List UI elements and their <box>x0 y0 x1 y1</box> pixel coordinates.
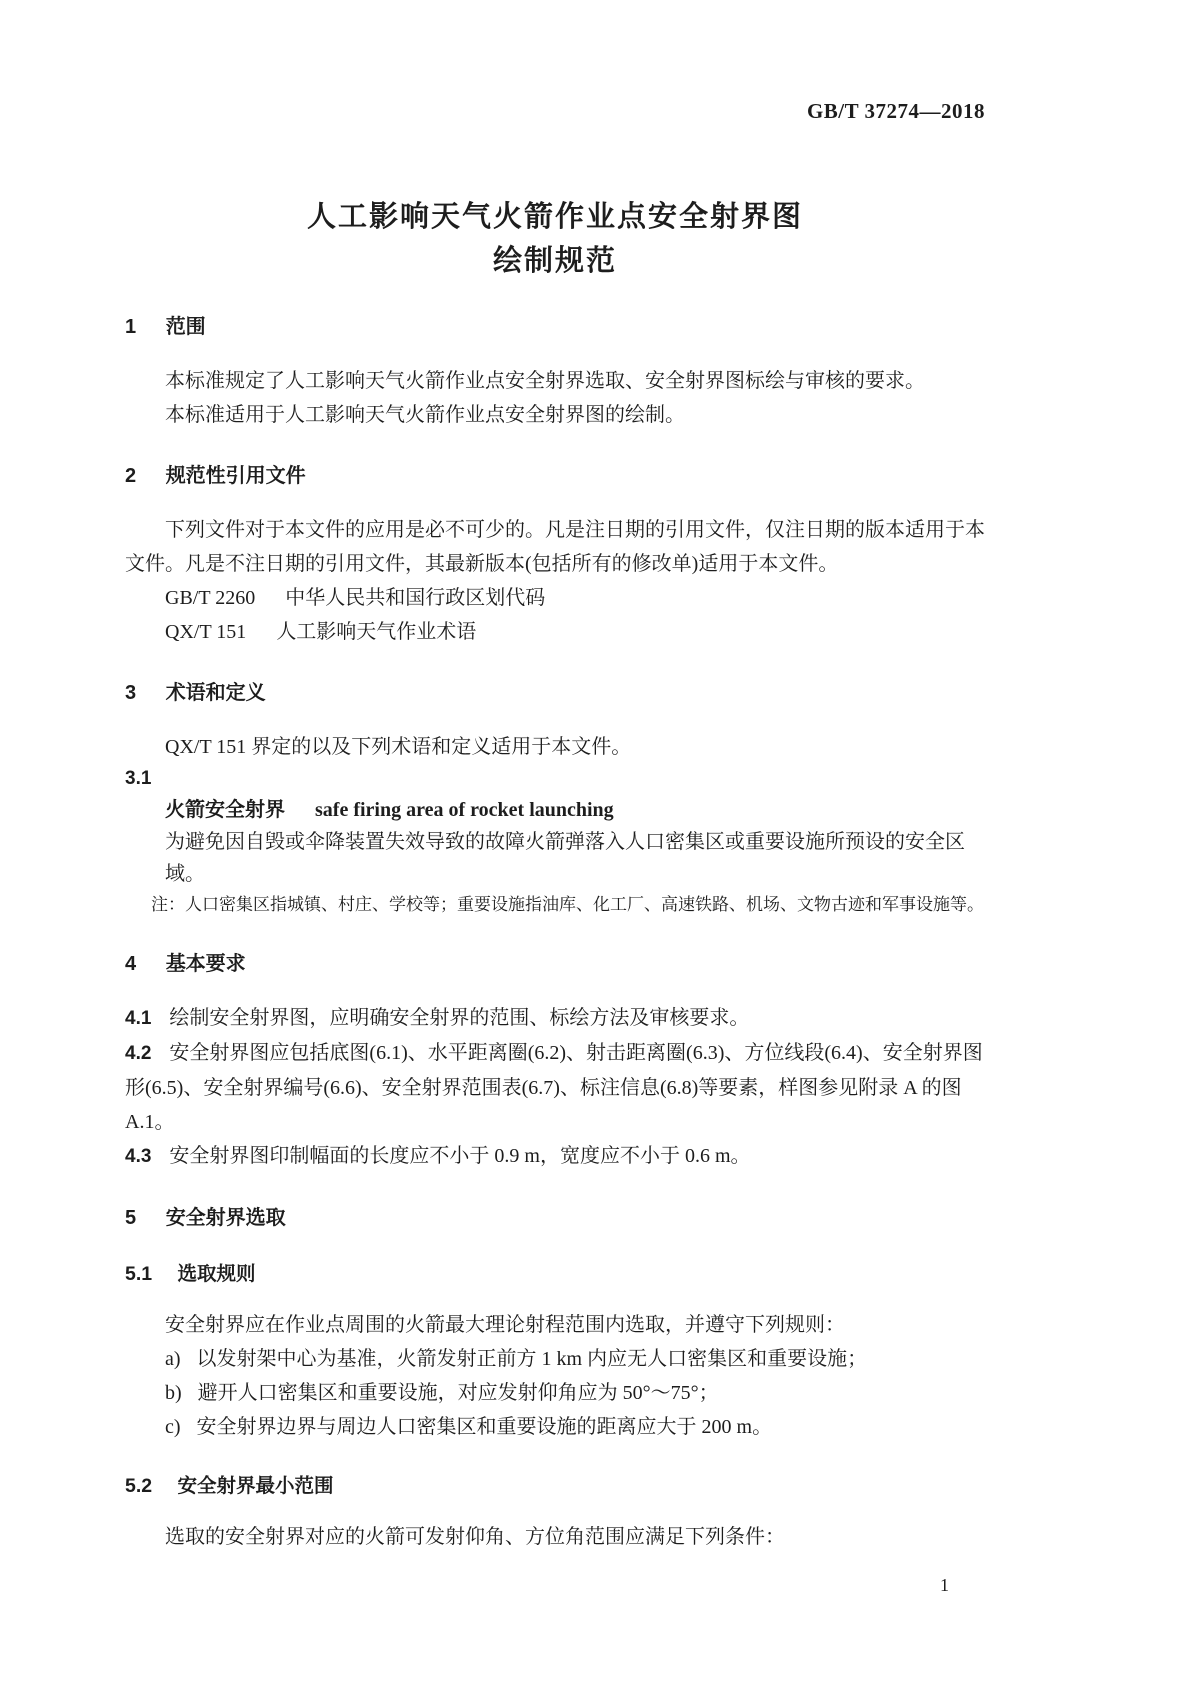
paragraph: 安全射界应在作业点周围的火箭最大理论射程范围内选取，并遵守下列规则： <box>165 1314 845 1336</box>
page-number: 1 <box>940 1575 949 1595</box>
subsection-title: 安全射界最小范围 <box>177 1475 334 1497</box>
section-number: 3 <box>125 682 137 704</box>
paragraph: 选取的安全射界对应的火箭可发射仰角、方位角范围应满足下列条件： <box>165 1526 785 1548</box>
reference-code: GB/T 2260 <box>165 587 256 609</box>
section-scope <box>125 313 985 432</box>
term-english: safe firing area of rocket launching <box>315 799 614 821</box>
title-line-1: 人工影响天气火箭作业点安全射界图 <box>306 201 803 233</box>
section-title: 基本要求 <box>165 953 246 975</box>
section-terms-definitions <box>125 679 985 920</box>
list-text: 避开人口密集区和重要设施，对应发射仰角应为 50°～75°； <box>197 1382 719 1404</box>
section-title: 术语和定义 <box>165 682 266 704</box>
section-1-heading <box>125 313 985 341</box>
list-item <box>125 1376 985 1410</box>
term-entry <box>125 794 985 826</box>
list-marker: b) <box>165 1382 182 1404</box>
section-4-heading <box>125 950 985 978</box>
section-number: 4 <box>125 953 137 975</box>
clause <box>125 1139 985 1174</box>
reference-title: 中华人民共和国行政区划代码 <box>285 587 546 609</box>
section-number: 2 <box>125 465 137 487</box>
section-number: 1 <box>125 316 137 338</box>
section-2-heading <box>125 462 985 490</box>
subsection-5-1-heading <box>125 1260 985 1288</box>
title-line-2: 绘制规范 <box>492 245 617 277</box>
term-note: 注：人口密集区指城镇、村庄、学校等；重要设施指油库、化工厂、高速铁路、机场、文物古迹和军事设施等。 <box>151 895 984 914</box>
list-item <box>125 1342 985 1376</box>
section-safe-firing-area-selection <box>125 1204 985 1554</box>
clause-text: 安全射界图应包括底图(6.1)、水平距离圈(6.2)、射击距离圈(6.3)、方位线段(6.4)、安全射界图形(6.5)、安全射界编号(6.6)、安全射界范围表(6.7)、标注信息(6.8)等要素，样图参见附录 A 的图 A.1。 <box>125 1042 983 1133</box>
document-title <box>125 195 985 283</box>
list-marker: a) <box>165 1348 181 1370</box>
reference-line <box>125 581 985 615</box>
section-title: 规范性引用文件 <box>165 465 306 487</box>
clause-number: 4.3 <box>125 1146 152 1167</box>
clause-text: 绘制安全射界图，应明确安全射界的范围、标绘方法及审核要求。 <box>169 1007 750 1029</box>
list-item <box>125 1410 985 1444</box>
list-text: 安全射界边界与周边人口密集区和重要设施的距离应大于 200 m。 <box>196 1416 773 1438</box>
section-title: 安全射界选取 <box>165 1207 286 1229</box>
clause-number: 4.1 <box>125 1008 152 1029</box>
section-number: 5 <box>125 1207 137 1229</box>
clause-number: 4.2 <box>125 1043 152 1064</box>
section-title: 范围 <box>165 316 206 338</box>
clause <box>125 1001 985 1036</box>
paragraph: QX/T 151 界定的以及下列术语和定义适用于本文件。 <box>165 736 632 758</box>
term-number: 3.1 <box>125 768 152 789</box>
paragraph: 本标准规定了人工影响天气火箭作业点安全射界选取、安全射界图标绘与审核的要求。 <box>165 370 925 392</box>
subsection-number: 5.2 <box>125 1475 153 1497</box>
page-content <box>125 0 985 1598</box>
paragraph: 下列文件对于本文件的应用是必不可少的。凡是注日期的引用文件，仅注日期的版本适用于本文件。凡是不注日期的引用文件，其最新版本(包括所有的修改单)适用于本文件。 <box>125 519 985 575</box>
subsection-5-2-heading <box>125 1472 985 1500</box>
paragraph: 本标准适用于人工影响天气火箭作业点安全射界图的绘制。 <box>165 404 685 426</box>
section-basic-requirements <box>125 950 985 1174</box>
section-3-heading <box>125 679 985 707</box>
section-normative-references <box>125 462 985 649</box>
clause-text: 安全射界图印制幅面的长度应不小于 0.9 m，宽度应不小于 0.6 m。 <box>169 1145 751 1167</box>
term-definition: 为避免因自毁或伞降装置失效导致的故障火箭弹落入人口密集区或重要设施所预设的安全区域。 <box>165 831 965 885</box>
term-chinese: 火箭安全射界 <box>165 799 285 821</box>
list-marker: c) <box>165 1416 181 1438</box>
reference-title: 人工影响天气作业术语 <box>276 621 477 643</box>
section-5-heading <box>125 1204 985 1232</box>
reference-code: QX/T 151 <box>165 621 247 643</box>
subsection-title: 选取规则 <box>177 1263 256 1285</box>
reference-line <box>125 615 985 649</box>
list-text: 以发射架中心为基准，火箭发射正前方 1 km 内应无人口密集区和重要设施； <box>196 1348 868 1370</box>
standard-number: GB/T 37274—2018 <box>806 99 985 123</box>
subsection-number: 5.1 <box>125 1263 153 1285</box>
clause <box>125 1036 985 1139</box>
